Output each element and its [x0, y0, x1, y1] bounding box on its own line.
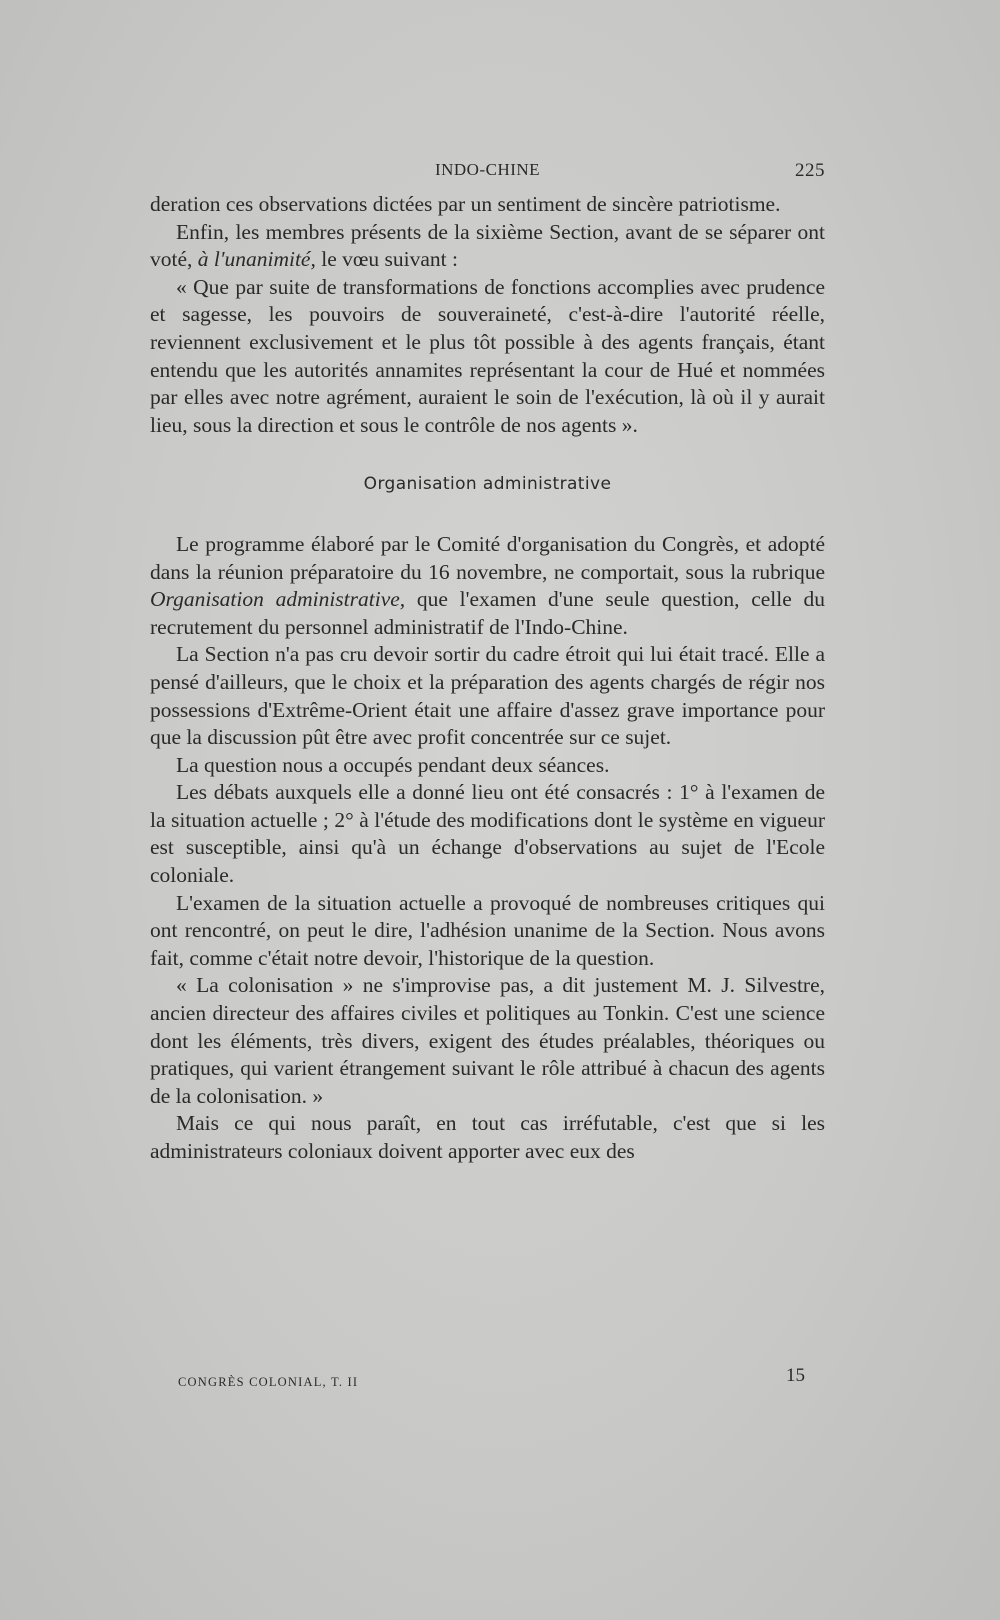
paragraph: Les débats auxquels elle a donné lieu ont été consacrés : 1° à l'examen de la situation actuelle ; 2° à l'étude des modifications dont le système en vigueur est susceptible, ainsi qu'à un échange d'observations au sujet de l'Ecole coloniale.: [150, 780, 825, 888]
signature-number: 15: [786, 1365, 805, 1386]
paragraph: L'examen de la situation actuelle a provoqué de nombreuses critiques qui ont rencontré, on peut le dire, l'adhésion unanime de la Section. Nous avons fait, comme c'était notre devoir, l'historique de la question.: [150, 890, 825, 970]
text-run: le vœu suivant :: [321, 247, 458, 272]
running-title: INDO-CHINE: [434, 160, 541, 179]
page-footer: [150, 1365, 825, 1405]
emphasis: à l'unanimité,: [197, 247, 316, 272]
paragraph: [150, 219, 825, 274]
text-run: Enfin, les membres présents de la sixième Section, avant de se séparer ont voté,: [150, 219, 825, 272]
signature-mark: CONGRÈS COLONIAL, T. II: [178, 1375, 359, 1389]
page-header: [150, 160, 825, 184]
text-run: Le programme élaboré par le Comité d'organisation du Congrès, et adopté dans la réunion préparatoire du 16 novembre, ne comportait, sous la rubrique: [150, 531, 825, 584]
page-number: 225: [795, 160, 825, 181]
paragraph: La question nous a occupés pendant deux séances.: [176, 752, 610, 777]
paragraph: [150, 531, 825, 641]
section-heading: Organisation administrative: [363, 474, 612, 495]
paragraph: « Que par suite de transformations de fonctions accomplies avec prudence et sagesse, les pouvoirs de souveraineté, c'est-à-dire l'autorité réelle, reviennent exclusivement et le plus tôt possible à des agents français, étant entendu que les autorités annamites représentant la cour de Hué et nommées par elles avec notre agrément, auraient le soin de l'exécution, là où il y aurait lieu, sous la direction et sous le contrôle de nos agents ».: [150, 274, 825, 437]
text-run: que l'examen d'une seule question, celle du recrutement du personnel administratif de l'Indo-Chine.: [150, 587, 825, 639]
paragraph: « La colonisation » ne s'improvise pas, a dit justement M. J. Silvestre, ancien directeur des affaires civiles et politiques au Tonkin. C'est une science dont les éléments, très divers, exigent des études préalables, théoriques ou pratiques, qui varient étrangement suivant le rôle attribué à chacun des agents de la colonisation. »: [150, 973, 825, 1108]
emphasis: Organisation administrative,: [150, 587, 406, 612]
paragraph: Mais ce qui nous paraît, en tout cas irréfutable, c'est que si les administrateurs coloniaux doivent apporter avec eux des: [150, 1111, 825, 1163]
paragraph: La Section n'a pas cru devoir sortir du cadre étroit qui lui était tracé. Elle a pensé d'ailleurs, que le choix et la préparation des agents chargés de régir nos possessions d'Extrême-Orient était une affaire d'assez grave importance pour que la discussion pût être avec profit concentrée sur ce sujet.: [150, 642, 825, 750]
paragraph: deration ces observations dictées par un sentiment de sincère patriotisme.: [150, 192, 781, 216]
body-text: [150, 191, 825, 1166]
